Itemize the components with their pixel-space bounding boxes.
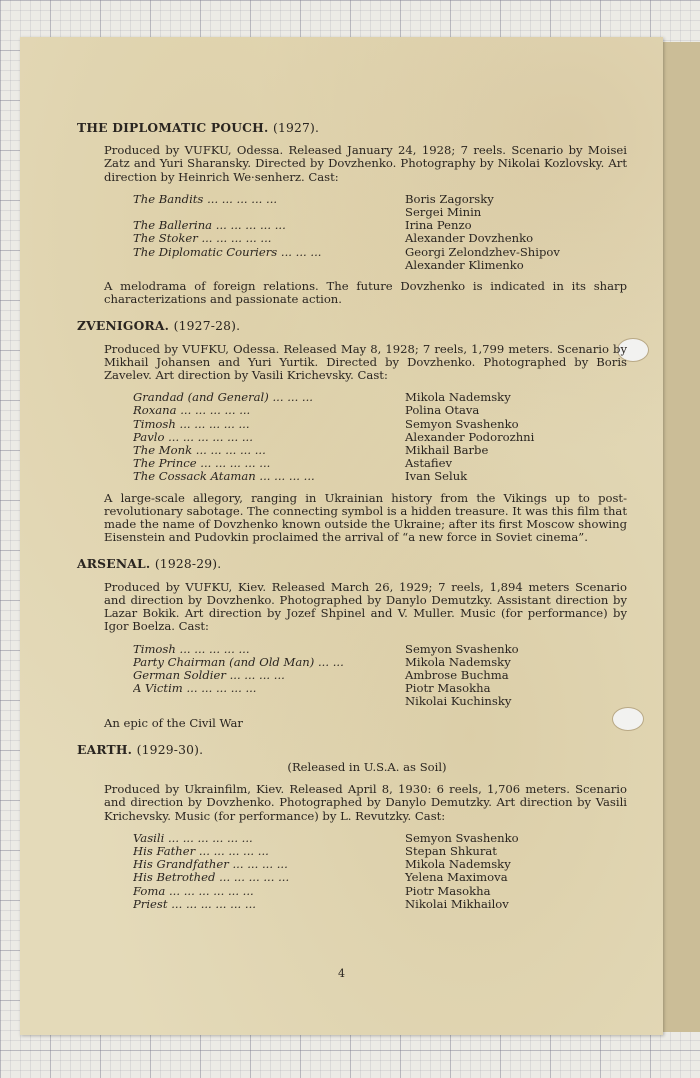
actor: Mikola Nademsky [405,390,511,405]
role: Priest ... ... ... ... ... ... [133,897,256,911]
cast-row [133,404,534,417]
cast-row [133,695,519,708]
actor: Nikolai Kuchinsky [405,694,512,709]
film-entry [77,121,627,306]
cast-row [133,656,519,669]
film-release-note: (Released in U.S.A. as Soil) [287,759,447,774]
role: A Victim ... ... ... ... ... [133,682,257,696]
actor: Sergei Minin [405,205,482,220]
film-description: A large-scale allegory, ranging in Ukrainian history from the Vikings up to post-revolutionary sabotage. The connecting symbol is a hidden treasure. It was this film that made the name of Dovzhenko known outside the Ukraine; after its first Moscow showing Eisenstein and Pudovkin proclaimed the arrival of “a new force in Soviet cinema”. [104,490,627,545]
cast-row [133,457,534,470]
cast-row [133,246,560,259]
film-year: (1928-29). [154,557,222,572]
cast-row [133,259,560,272]
role: Foma ... ... ... ... ... ... [133,884,254,898]
cast-row [133,418,534,431]
cast-row [133,193,560,206]
role: His Father ... ... ... ... ... [133,844,269,858]
cast-row [133,470,534,483]
film-title: ARSENAL. (1928-29). [77,556,222,572]
production-credits: Produced by VUFKU, Odessa. Released January 24, 1928; 7 reels. Scenario by Moisei Zatz and Yuri Sharansky. Directed by Dovzhenko. Photography by Nikolai Kozlovsky. Art direction by Heinrich We·senherz. Cast: [104,143,627,184]
role: The Prince ... ... ... ... ... [133,457,271,471]
cast-row [133,206,560,219]
actor: Semyon Svashenko [405,830,519,845]
role [133,259,405,272]
role [133,695,405,708]
actor: Georgi Zelondzhev-Shipov [405,244,560,259]
actor: Stepan Shkurat [405,843,497,858]
program-page [20,37,663,1035]
actor: Ambrose Buchma [405,667,509,682]
cast-row [133,832,519,845]
actor: Alexander Klimenko [405,257,524,272]
actor: Piotr Masokha [405,681,491,696]
actor: Alexander Dovzhenko [405,231,534,246]
page-number: 4 [338,967,345,980]
actor: Semyon Svashenko [405,641,519,656]
cast-list [133,643,519,709]
actor: Boris Zagorsky [405,191,494,206]
film-year: (1929-30). [136,742,204,757]
film-title: ZVENIGORA. (1927-28). [77,318,241,334]
cast-row [133,232,560,245]
actor: Mikola Nademsky [405,654,511,669]
role: The Diplomatic Couriers ... ... ... [133,245,322,259]
role [133,206,405,219]
role: The Monk ... ... ... ... ... [133,444,266,458]
role: His Betrothed ... ... ... ... ... [133,871,290,885]
role: Grandad (and General) ... ... ... [133,391,313,405]
production-credits: Produced by VUFKU, Kiev. Released March 26, 1929; 7 reels, 1,894 meters Scenario and direction by Dovzhenko. Photographed by Danylo Demutzky. Assistant direction by Lazar Bokik. Art direction by Jozef Shpinel and V. Muller. Music (for performance) by Igor Boelza. Cast: [104,579,627,634]
film-year: (1927). [272,121,320,135]
role: Roxana ... ... ... ... ... [133,404,251,418]
cast-row [133,444,534,457]
role: The Bandits ... ... ... ... ... [133,192,278,206]
role: Party Chairman (and Old Man) ... ... [133,655,344,669]
production-credits: Produced by Ukrainfilm, Kiev. Released April 8, 1930: 6 reels, 1,706 meters. Scenario and direction by Dovzhenko. Photographed by Danylo Demutzky. Art direction by Vasili Krichevsky. Music (for performance) by L. Revutzky. Cast: [104,782,627,823]
film-description: A melodrama of foreign relations. The future Dovzhenko is indicated in its sharp characterizations and passionate action. [104,279,627,307]
actor: Polina Otava [405,403,480,418]
film-description: An epic of the Civil War [104,715,243,730]
film-year: (1927-28). [173,319,241,334]
role: His Grandfather ... ... ... ... [133,858,288,872]
film-title: THE DIPLOMATIC POUCH. (1927). [77,120,320,135]
actor: Alexander Podorozhni [405,429,535,444]
actor: Yelena Maximova [405,870,508,885]
cast-list [133,391,534,483]
role: Pavlo ... ... ... ... ... ... [133,430,253,444]
film-entry [77,557,627,729]
cast-row [133,885,519,898]
role: The Ballerina ... ... ... ... ... [133,219,286,233]
cast-list [133,193,560,272]
film-entry [77,743,627,911]
actor: Mikhail Barbe [405,443,489,458]
production-credits: Produced by VUFKU, Odessa. Released May 8, 1928; 7 reels, 1,799 meters. Scenario by Mikhail Johansen and Yuri Yurtik. Directed by Dovzhenko. Photographed by Boris Zavelev. Art direction by Vasili Krichevsky. Cast: [104,341,627,383]
actor: Mikola Nademsky [405,857,511,872]
film-title: EARTH. (1929-30). [77,741,204,757]
actor: Irina Penzo [405,218,472,233]
role: The Cossack Ataman ... ... ... ... [133,470,315,484]
cast-list [133,832,519,911]
actor: Astafiev [405,456,453,471]
role: The Stoker ... ... ... ... ... [133,232,272,246]
role: German Soldier ... ... ... ... [133,668,285,682]
cast-row [133,643,519,656]
cast-row [133,898,519,911]
actor: Nikolai Mikhailov [405,896,509,911]
actor: Semyon Svashenko [405,416,519,431]
actor: Ivan Seluk [405,469,468,484]
role: Vasili ... ... ... ... ... ... [133,831,253,845]
actor: Piotr Masokha [405,883,491,898]
cast-row [133,871,519,884]
film-entry [77,319,627,544]
filmography [77,121,627,911]
role: Timosh ... ... ... ... ... [133,642,250,656]
role: Timosh ... ... ... ... ... [133,417,250,431]
